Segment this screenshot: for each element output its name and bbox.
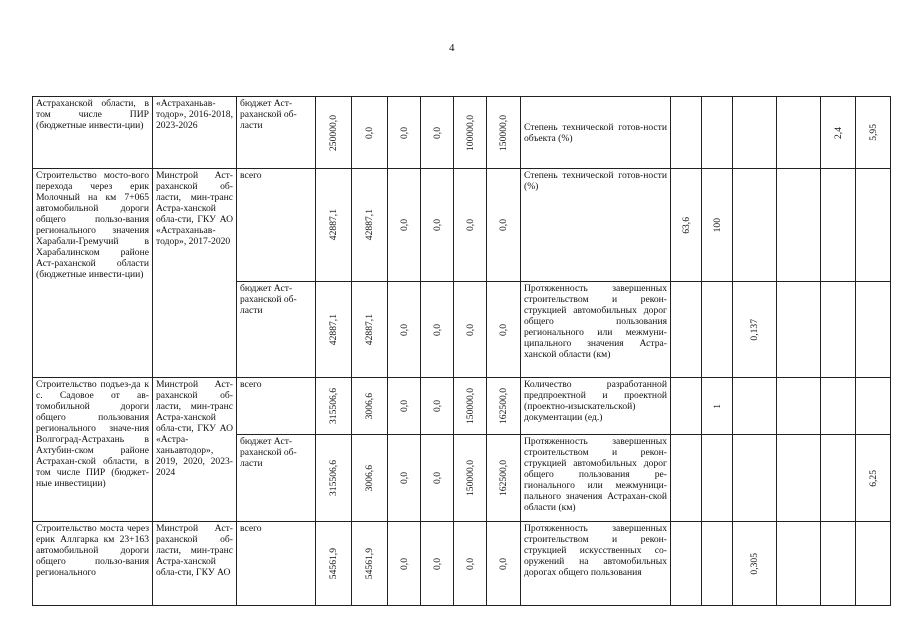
amount-value: 250000,0 — [328, 114, 339, 151]
target-cell — [671, 282, 702, 378]
amount-value: 0,0 — [431, 126, 443, 139]
amount-value: 0,0 — [464, 219, 476, 231]
amount-year-cell — [454, 522, 487, 606]
amount-year-cell — [454, 378, 487, 435]
amount-year-cell — [352, 169, 388, 282]
table-row — [33, 97, 891, 169]
amount-value: 0,0 — [398, 323, 410, 336]
funding-source-cell: бюджет Аст-раханской об-ласти — [237, 435, 316, 522]
amount-value: 0,0 — [364, 126, 375, 139]
target-cell — [777, 169, 821, 282]
target-cell — [702, 169, 733, 282]
amount-year-cell — [487, 522, 521, 606]
target-value: 2,4 — [832, 126, 844, 139]
funding-source-cell: бюджет Аст-раханской об-ласти — [237, 97, 316, 169]
funding-source-cell: всего — [237, 522, 316, 606]
amount-value: 100000,0 — [464, 114, 476, 151]
amount-value: 42887,1 — [364, 313, 375, 346]
funding-source-cell: всего — [237, 378, 316, 435]
target-cell — [733, 522, 777, 606]
executor-cell: «Астраханьав-тодор», 2016-2018, 2023-2026 — [153, 97, 237, 169]
amount-value: 54561,9 — [328, 547, 339, 580]
object-name-cell: Строительство моста через ерик Аллгарка км 23+163 автомобильной дороги общего пользо-вания регионального — [33, 522, 153, 606]
amount-value: 0,0 — [398, 219, 410, 231]
target-cell — [702, 378, 733, 435]
amount-year-cell — [421, 522, 454, 606]
amount-year-cell — [352, 522, 388, 606]
amount-value: 42887,1 — [328, 209, 339, 241]
amount-year-cell — [352, 282, 388, 378]
target-cell — [856, 378, 891, 435]
target-cell — [733, 282, 777, 378]
amount-total-cell — [316, 522, 352, 606]
amount-value: 54561,9 — [364, 547, 375, 580]
amount-value: 3006,6 — [364, 392, 375, 420]
amount-year-cell — [352, 435, 388, 522]
amount-value: 150000,0 — [498, 114, 509, 151]
amount-year-cell — [352, 97, 388, 169]
target-cell — [821, 378, 856, 435]
target-cell — [671, 435, 702, 522]
target-value: 1 — [711, 403, 723, 409]
indicator-cell: Протяженность завершенных строительством и рекон-струкцией автомобильных дорог общего пользования ре-гионального или межмуници-пального значения Астрахан-ской области (км) — [521, 435, 671, 522]
amount-year-cell — [487, 282, 521, 378]
target-cell — [733, 169, 777, 282]
amount-year-cell — [421, 282, 454, 378]
amount-year-cell — [388, 282, 421, 378]
target-cell — [671, 522, 702, 606]
amount-value: 0,0 — [398, 557, 410, 570]
amount-year-cell — [454, 435, 487, 522]
amount-year-cell — [454, 97, 487, 169]
executor-cell: Минстрой Аст-раханской об-ласти, мин-транс Астра-ханской обла-сти, ГКУ АО «Астра-ханьавтодор», 2019, 2020, 2023-2024 — [153, 378, 237, 522]
target-cell — [702, 282, 733, 378]
amount-value: 0,0 — [464, 557, 476, 570]
object-name-cell: Строительство подъез-да к с. Садовое от ав-томобильной дороги общего пользования регионального значе-ния Волгоград-Астрахань в Ахтубин-ском районе Астрахан-ской области, в том числе ПИР (бюджет-ные инвестиции) — [33, 378, 153, 522]
amount-value: 315506,6 — [328, 388, 339, 424]
funding-source-cell: всего — [237, 169, 316, 282]
amount-total-cell — [316, 435, 352, 522]
amount-year-cell — [454, 282, 487, 378]
object-name-cell: Астраханской области, в том числе ПИР (бюджетные инвести-ции) — [33, 97, 153, 169]
target-cell — [733, 378, 777, 435]
amount-year-cell — [421, 378, 454, 435]
target-cell — [671, 169, 702, 282]
page-number: 4 — [449, 42, 455, 54]
amount-total-cell — [316, 282, 352, 378]
target-cell — [733, 97, 777, 169]
target-cell — [777, 378, 821, 435]
program-table — [32, 96, 891, 606]
target-cell — [821, 522, 856, 606]
amount-value: 0,0 — [431, 472, 443, 484]
target-cell — [671, 97, 702, 169]
amount-year-cell — [388, 522, 421, 606]
amount-value: 0,0 — [431, 323, 443, 336]
amount-value: 0,0 — [398, 400, 410, 412]
target-cell — [856, 522, 891, 606]
target-value: 5,95 — [867, 124, 879, 141]
target-cell — [856, 169, 891, 282]
target-cell — [821, 435, 856, 522]
target-value: 0,137 — [749, 318, 760, 341]
target-value: 0,305 — [749, 552, 760, 575]
target-cell — [856, 282, 891, 378]
table-row — [33, 378, 891, 435]
funding-source-cell: бюджет Аст-раханской об-ласти — [237, 282, 316, 378]
table-row — [33, 522, 891, 606]
amount-year-cell — [487, 378, 521, 435]
amount-value: 3006,6 — [364, 464, 375, 492]
amount-value: 0,0 — [498, 219, 509, 231]
amount-value: 0,0 — [398, 126, 410, 139]
amount-value: 0,0 — [464, 323, 476, 336]
indicator-cell: Количество разработанной предпроектной и проектной (проектно-изыскательской) документации (ед.) — [521, 378, 671, 435]
amount-year-cell — [421, 435, 454, 522]
amount-year-cell — [487, 169, 521, 282]
executor-cell: Минстрой Аст-раханской об-ласти, мин-транс Астра-ханской обла-сти, ГКУ АО «Астраханьав-тодор», 2017-2020 — [153, 169, 237, 378]
target-cell — [777, 435, 821, 522]
amount-value: 162500,0 — [498, 388, 509, 424]
target-cell — [821, 169, 856, 282]
amount-year-cell — [487, 97, 521, 169]
amount-value: 162500,0 — [498, 460, 509, 496]
amount-year-cell — [454, 169, 487, 282]
target-cell — [702, 522, 733, 606]
target-value: 100 — [711, 217, 723, 233]
amount-total-cell — [316, 378, 352, 435]
amount-year-cell — [388, 435, 421, 522]
amount-year-cell — [352, 378, 388, 435]
target-cell — [777, 282, 821, 378]
target-cell — [671, 378, 702, 435]
executor-cell: Минстрой Аст-раханской об-ласти, мин-транс Астра-ханской обла-сти, ГКУ АО — [153, 522, 237, 606]
amount-year-cell — [421, 97, 454, 169]
amount-year-cell — [388, 97, 421, 169]
amount-year-cell — [388, 169, 421, 282]
amount-total-cell — [316, 97, 352, 169]
indicator-cell: Степень технической готов-ности объекта (%) — [521, 97, 671, 169]
amount-year-cell — [388, 378, 421, 435]
target-cell — [856, 97, 891, 169]
indicator-cell: Степень технической готов-ности (%) — [521, 169, 671, 282]
target-cell — [821, 97, 856, 169]
target-cell — [702, 435, 733, 522]
target-value: 63,6 — [680, 216, 692, 234]
indicator-cell: Протяженность завершенных строительством и рекон-струкцией искусственных со-оружений на автомобильных дорогах общего пользования — [521, 522, 671, 606]
amount-value: 150000,0 — [464, 388, 476, 424]
indicator-cell: Протяженность завершенных строительством и рекон-струкцией автомобильных дорог общего пользования регионального или межмуни-ципального значения Астра-ханской области (км) — [521, 282, 671, 378]
amount-value: 315506,6 — [328, 460, 339, 496]
amount-value: 42887,1 — [328, 313, 339, 346]
target-cell — [733, 435, 777, 522]
amount-value: 0,0 — [398, 472, 410, 484]
amount-value: 0,0 — [498, 557, 509, 570]
table-row — [33, 169, 891, 282]
target-cell — [777, 522, 821, 606]
target-cell — [777, 97, 821, 169]
amount-value: 42887,1 — [364, 209, 375, 241]
object-name-cell: Строительство мосто-вого перехода через ерик Молочный на км 7+065 автомобильной дороги общего пользо-вания регионального значения Харабали-Гремучий в Харабалинском районе Аст-раханской области (бюджетные инвести-ции) — [33, 169, 153, 378]
amount-value: 0,0 — [498, 323, 509, 336]
amount-value: 150000,0 — [464, 460, 476, 496]
amount-year-cell — [421, 169, 454, 282]
amount-total-cell — [316, 169, 352, 282]
target-cell — [702, 97, 733, 169]
amount-year-cell — [487, 435, 521, 522]
amount-value: 0,0 — [431, 557, 443, 570]
amount-value: 0,0 — [431, 400, 443, 412]
target-cell — [821, 282, 856, 378]
target-value: 6,25 — [867, 469, 879, 487]
amount-value: 0,0 — [431, 219, 443, 231]
target-cell — [856, 435, 891, 522]
